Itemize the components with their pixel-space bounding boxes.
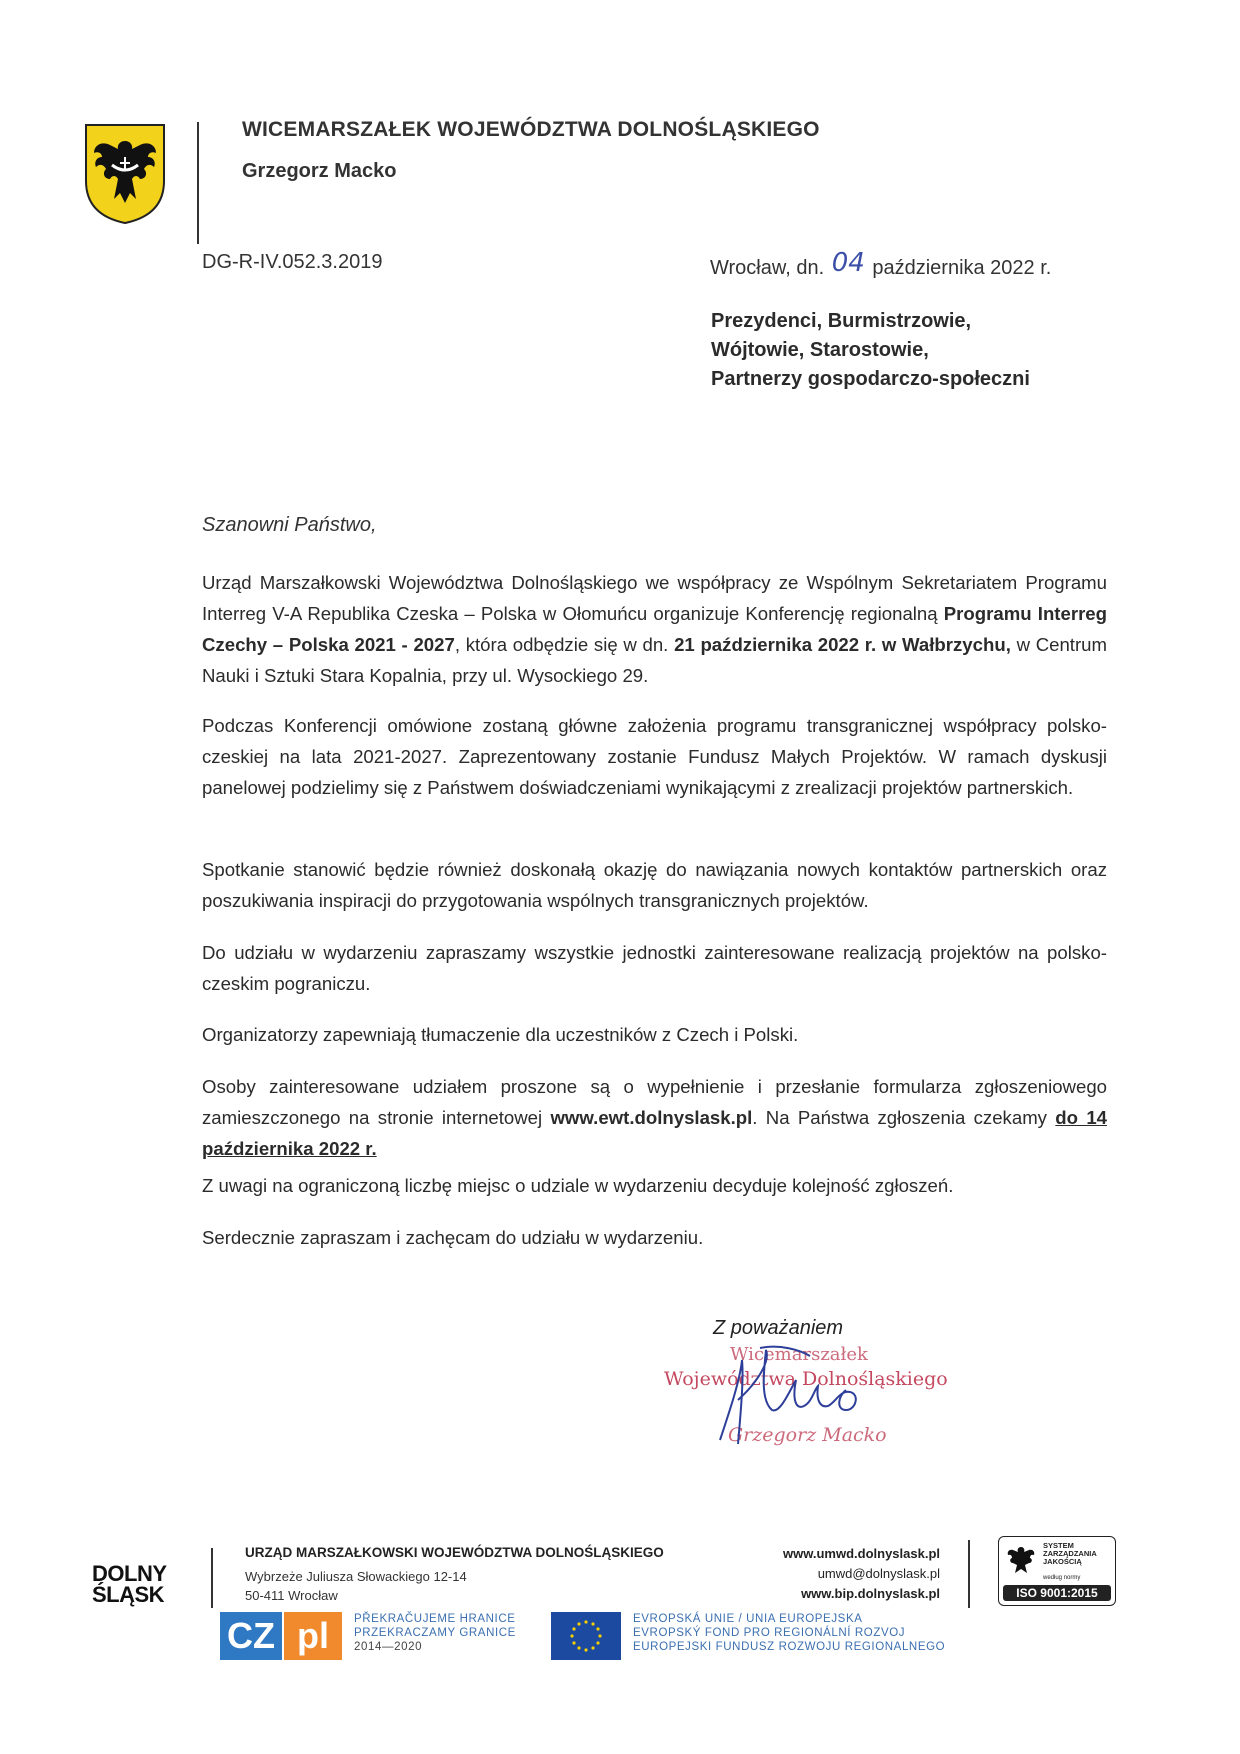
eagle-icon: [1005, 1543, 1037, 1575]
address-line: Wybrzeże Juliusza Słowackiego 12-14: [245, 1569, 467, 1584]
footer-address: [245, 1567, 467, 1605]
iso-line: ZARZĄDZANIA: [1043, 1549, 1097, 1558]
text-run: . Na Państwa zgłoszenia czekamy: [752, 1107, 1056, 1128]
text-run: Osoby zainteresowane udziałem proszone są o wypełnienie i przesłanie formularza zgłoszeniowego zamieszczonego na stronie internetowej: [202, 1076, 1107, 1128]
footer-divider: [211, 1548, 213, 1608]
text-run: , która odbędzie się w dn.: [454, 634, 675, 655]
org-title: WICEMARSZAŁEK WOJEWÓDZTWA DOLNOŚLĄSKIEGO: [242, 118, 820, 141]
paragraph-closing-invite: Serdecznie zapraszam i zachęcam do udziału w wydarzeniu.: [202, 1227, 704, 1248]
bip-link[interactable]: www.bip.dolnyslask.pl: [801, 1586, 940, 1601]
iso-certificate-badge: [998, 1536, 1116, 1606]
closing-phrase: Z poważaniem: [713, 1317, 844, 1339]
eu-fund-text: [633, 1612, 945, 1654]
program-name: Programu Interreg Czechy – Polska 2021 - 2027: [202, 603, 1107, 655]
interreg-czpl-logo: [220, 1612, 342, 1660]
logo-line: DOLNY: [92, 1561, 167, 1586]
text-run: Urząd Marszałkowski Województwa Dolnośląskiego we współpracy ze Wspólnym Sekretariatem Programu Interreg V-A Republika Czeska – Polska w Ołomuńcu organizuje Konferencję regionalną: [202, 572, 1107, 624]
paragraph-translation: Organizatorzy zapewniają tłumaczenie dla uczestników z Czech i Polski.: [202, 1024, 799, 1045]
greeting: Szanowni Państwo,: [202, 514, 377, 536]
iso-line: SYSTEM: [1043, 1541, 1074, 1550]
website-link[interactable]: www.umwd.dolnyslask.pl: [783, 1546, 940, 1561]
stamp-line: Grzegorz Macko: [728, 1424, 887, 1446]
reference-number: DG-R-IV.052.3.2019: [202, 251, 383, 273]
footer-divider: [968, 1540, 970, 1608]
registration-link[interactable]: www.ewt.dolnyslask.pl: [550, 1107, 753, 1128]
header-person: Grzegorz Macko: [242, 160, 397, 182]
eu-line: EVROPSKÝ FOND PRO REGIONÁLNÍ ROZVOJ: [633, 1627, 906, 1639]
handwritten-signature: [700, 1340, 900, 1450]
text-run: w Centrum Nauki i Sztuki Stara Kopalnia, przy ul. Wysockiego 29.: [202, 634, 1107, 686]
registration-deadline: do 14 października 2022 r.: [202, 1107, 1107, 1159]
header-divider: [197, 122, 199, 244]
eu-line: EUROPEJSKI FUNDUSZ ROZWOJU REGIONALNEGO: [633, 1641, 946, 1653]
email-link[interactable]: umwd@dolnyslask.pl: [817, 1566, 940, 1581]
stamp-line: Wicemarszałek: [730, 1344, 868, 1365]
date-day-handwritten: 04: [831, 248, 865, 278]
footer-contacts: [783, 1544, 940, 1604]
addressee-line: Wójtowie, Starostowie,: [711, 339, 929, 361]
paragraph-capacity: Z uwagi na ograniczoną liczbę miejsc o udziale w wydarzeniu decyduje kolejność zgłoszeń.: [202, 1175, 954, 1196]
iso-text: [1043, 1542, 1097, 1566]
paragraph-invitees: Do udziału w wydarzeniu zapraszamy wszystkie jednostki zainteresowane realizacją projektów na polsko-czeskim pograniczu.: [202, 942, 1107, 994]
slogan-line: PŘEKRAČUJEME HRANICE: [354, 1613, 516, 1625]
logo-line: ŚLĄSK: [92, 1582, 165, 1607]
addressee-line: Prezydenci, Burmistrzowie,: [711, 310, 972, 332]
czpl-logo-cz: CZ: [220, 1612, 282, 1660]
iso-norm: według normy: [1043, 1575, 1081, 1581]
paragraph-agenda: Podczas Konferencji omówione zostaną główne założenia programu transgranicznej współpracy polsko-czeskiej na lata 2021-2027. Zaprezentowany zostanie Fundusz Małych Projektów. W ramach dyskusji panelowej podzielimy się z Państwem doświadczeniami wynikającymi z zrealizacji projektów partnerskich.: [202, 715, 1107, 798]
eu-line: EVROPSKÁ UNIE / UNIA EUROPEJSKA: [633, 1613, 863, 1625]
paragraph-invitation: [202, 567, 1107, 691]
paragraph-networking: Spotkanie stanowić będzie również doskonałą okazję do nawiązania nowych kontaktów partnerskich oraz poszukiwania inspiracji do przygotowania wspólnych transgranicznych projektów.: [202, 859, 1107, 911]
eu-flag-icon: [551, 1612, 621, 1660]
addressee-line: Partnerzy gospodarczo-społeczni: [711, 368, 1030, 390]
event-date-place: 21 października 2022 r. w Wałbrzychu,: [674, 634, 1011, 655]
paragraph-registration: [202, 1071, 1107, 1164]
iso-line: JAKOŚCIĄ: [1043, 1557, 1082, 1566]
date-prefix: Wrocław, dn.: [710, 257, 825, 279]
address-line: 50-411 Wrocław: [245, 1588, 338, 1603]
letter-date: [710, 248, 1052, 281]
slogan-line: PRZEKRACZAMY GRANICE: [354, 1627, 516, 1639]
date-suffix: października 2022 r.: [872, 257, 1052, 279]
slogan-years: 2014—2020: [354, 1641, 423, 1653]
interreg-slogan: [354, 1612, 516, 1654]
stamp-line: Województwa Dolnośląskiego: [664, 1368, 948, 1390]
footer-org-name: URZĄD MARSZAŁKOWSKI WOJEWÓDZTWA DOLNOŚLĄSKIEGO: [245, 1545, 664, 1560]
iso-number: ISO 9001:2015: [1003, 1585, 1111, 1601]
addressee-block: [711, 307, 1030, 394]
dolny-slask-logo: [92, 1563, 167, 1605]
coat-of-arms-icon: [84, 123, 166, 225]
czpl-logo-pl: pl: [284, 1612, 342, 1660]
